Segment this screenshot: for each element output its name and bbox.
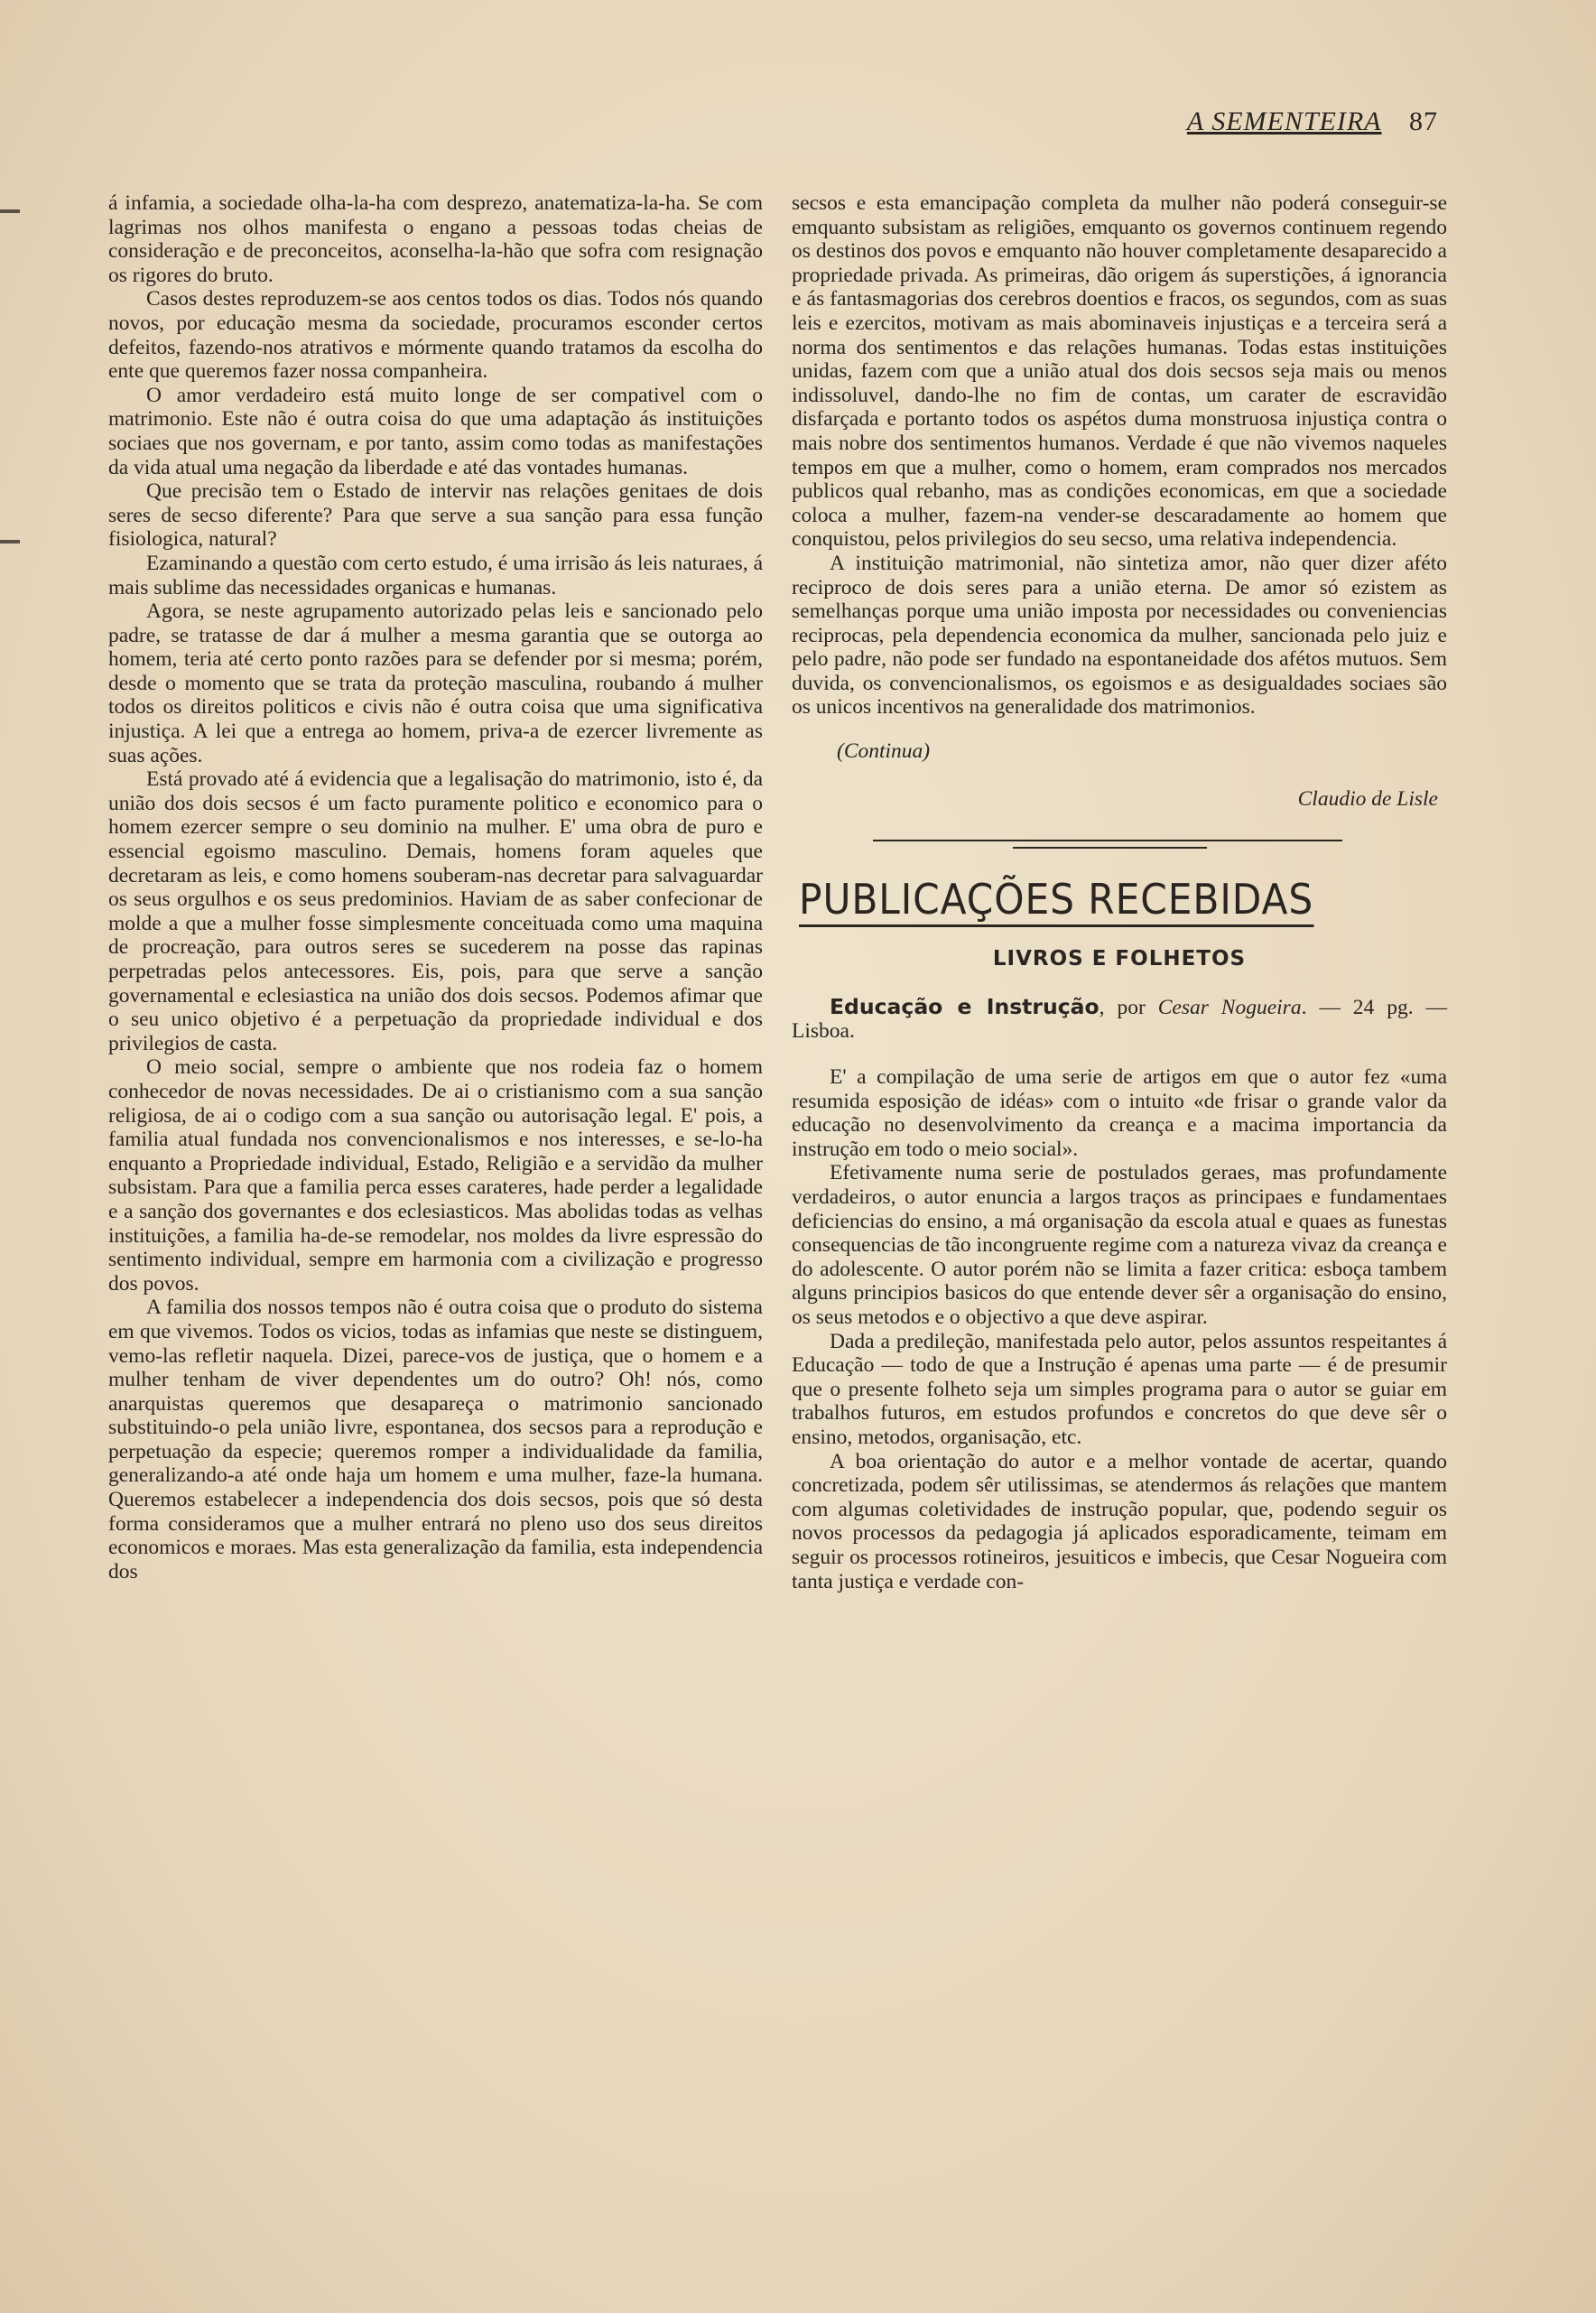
paragraph: O amor verdadeiro está muito longe de ser compativel com o matrimonio. Este não é outra coisa do que uma adaptação ás instituições sociaes que nos governam, e por tanto, assim como todas as manifestações da vida atual uma negação da liberdade e até das vontades humanas.: [108, 383, 763, 479]
article-author: Claudio de Lisle: [1297, 786, 1438, 811]
paragraph: secsos e esta emancipação completa da mulher não poderá conseguir-se emquanto subsistam as religiões, emquanto os governos continuem regendo os destinos dos povos e emquanto não houver completamente desaparecido a propriedade privada. As primeiras, dão origem ás superstições, á ignorancia e ás fantasmagorias dos cerebros doentios e fracos, os segundos, com as suas leis e ezercitos, motivam as mais abominaveis injustiças e a terceira será a norma dos sentimentos e das relações humanas. Todas estas instituições unidas, fazem com que a união atual dos dois secsos seja mais ou menos indissoluvel, dando-lhe no fim de contas, um carater de escravidão disfarçada e portanto todos os aspétos duma monstruosa injustiça contra o mais nobre dos sentimentos humanos. Verdade é que não vivemos naqueles tempos em que a mulher, como o homem, eram comprados nos mercados publicos qual rebanho, mas as condições economicas, em que a sociedade coloca a mulher, fazem-na vender-se descaradamente ao homem que conquistou, pelos privilegios do seu secso, uma relativa independencia.: [792, 191, 1447, 552]
paragraph: Efetivamente numa serie de postulados geraes, mas profundamente verdadeiros, o autor enuncia a largos traços as principaes e fundamentaes deficiencias do ensino, a má organisação da escola atual e quaes as funestas consequencias de tão incongruente regime com a natureza vivaz da creança e do adolescente. O autor porém não se limita a fazer critica: esboça tambem alguns principios basicos do que entende dever sêr a organisação do ensino, os seus metodos e o objectivo a que deve aspirar.: [792, 1161, 1447, 1329]
book-author: Cesar Nogueira: [1157, 995, 1302, 1019]
divider-rule: [1013, 847, 1207, 849]
right-column: [792, 191, 1447, 1593]
paragraph: Agora, se neste agrupamento autorizado pelas leis e sancionado pelo padre, se tratasse de dar á mulher a mesma garantia que se outorga ao homem, teria até certo ponto razões para se defender por si mesma; porém, desde o momento que se trata da proteção masculina, roubando á mulher todos os direitos politicos e civis não é outra coisa que uma significativa injustiça. A lei que a entrega ao homem, priva-a de ezercer livremente as suas ações.: [108, 599, 763, 767]
binding-mark: [0, 540, 20, 543]
book-by: , por: [1099, 995, 1158, 1019]
paragraph: Está provado até á evidencia que a legalisação do matrimonio, isto é, da união dos dois secsos é um facto puramente politico e economico para o homem ezercer sempre o seu dominio na mulher. E' uma obra de puro e essencial egoismo masculino. Demais, homens foram aqueles que decretaram as leis, e como homens souberam-nas decretar para salvaguardar os seus orgulhos e os seus predominios. Haviam de as saber confecionar de molde a que a mulher fosse simplesmente conceituada como uma maquina de procreação, para outros seres se sucederem na posse das rapinas perpetradas pelos antecessores. Eis, pois, para que serve a sanção governamental e eclesiastica na união dos dois secsos. Podemos afimar que o seu unico objetivo é a perpetuação da propriedade individual e dos privilegios de casta.: [108, 767, 763, 1055]
paragraph: A boa orientação do autor e a melhor vontade de acertar, quando concretizada, podem sêr utilissimas, se atendermos ás relações que mantem com algumas coletividades de instrução popular, que, podendo seguir os novos processos da pedagogia já aplicados esporadicamente, teimam em seguir os processos rotineiros, jesuiticos e imbecis, que Cesar Nogueira com tanta justiça e verdade con-: [792, 1449, 1447, 1593]
paragraph: Casos destes reproduzem-se aos centos todos os dias. Todos nós quando novos, por educação mesma da sociedade, procuramos esconder certos defeitos, fazendo-nos atrativos e mórmente quando tratamos da escolha do ente que queremos fazer nossa companheira.: [108, 287, 763, 384]
paragraph: Ezaminando a questão com certo estudo, é uma irrisão ás leis naturaes, á mais sublime das necessidades organicas e humanas.: [108, 551, 763, 599]
book-entry: [792, 995, 1447, 1044]
page-number: 87: [1409, 107, 1438, 136]
paragraph: A instituição matrimonial, não sintetiza amor, não quer dizer aféto reciproco de dois seres para a união eterna. De amor só ezistem as semelhanças porque uma união imposta por necessidades ou conveniencias reciprocas, pela dependencia economica da mulher, sancionada pelo juiz e pelo padre, não pode ser fundado na espontaneidade dos afétos mutuos. Sem duvida, os convencionalismos, os egoismos e as desigualdades sociaes são os unicos incentivos na generalidade dos matrimonios.: [792, 551, 1447, 720]
article-footer: [792, 739, 1447, 764]
paragraph: Dada a predileção, manifestada pelo autor, pelos assuntos respeitantes á Educação — todo de que a Instrução é apenas uma parte — é de presumir que o presente folheto seja um simples programa para o autor se guiar em trabalhos futuros, em estudos profundos e concretos do que deve sêr o ensino, metodos, organisação, etc.: [792, 1329, 1447, 1449]
running-head: [1187, 107, 1438, 137]
author-line: [792, 787, 1447, 812]
paragraph: O meio social, sempre o ambiente que nos rodeia faz o homem conhecedor de novas necessidades. De ai o cristianismo com a sua sanção religiosa, de ai o codigo com a sua sanção ou autorisação legal. E' pois, a familia atual fundada nos convencionalismos e nos interesses, e se-lo-ha enquanto a Propriedade individual, Estado, Religião e a servidão da mulher subsistam. Para que a familia perca esses carateres, hade perder a legalidade e a sanção dos governantes e dos eclesiasticos. Mas abolidas todas as velhas instituições, a familia ha-de-se remodelar, nos moldes da livre espressão do sentimento individual, sempre em harmonia com a civilização e progresso dos povos.: [108, 1055, 763, 1296]
paragraph: á infamia, a sociedade olha-la-ha com desprezo, anatematiza-la-ha. Se com lagrimas nos olhos manifesta o engano a pessoas todas cheias de consideração e de preconceitos, aconselha-la-hão que sofra com resignação os rigores do bruto.: [108, 191, 763, 287]
book-title: Educação e Instrução: [830, 993, 1100, 1019]
continued-note: (Continua): [837, 739, 931, 764]
subsection-title: LIVROS E FOLHETOS: [992, 947, 1247, 971]
binding-mark: [0, 209, 20, 213]
section-title: PUBLICAÇÕES RECEBIDAS: [799, 876, 1313, 927]
paragraph: E' a compilação de uma serie de artigos em que o autor fez «uma resumida esposição de idéas» com o intuito «de frisar o grande valor da educação no desenvolvimento da creança e a macima importancia da instrução em todo o meio social».: [792, 1065, 1447, 1161]
book-details: . — 24 pg. — Lisboa.: [792, 995, 1448, 1044]
publication-title: A SEMENTEIRA: [1186, 107, 1382, 136]
paragraph: Que precisão tem o Estado de intervir nas relações genitaes de dois seres de secso diferente? Para que serve a sua sanção para essa função fisiologica, natural?: [108, 479, 763, 552]
paragraph: A familia dos nossos tempos não é outra coisa que o produto do sistema em que vivemos. Todos os vicios, todas as infamias que neste se distinguem, vemo-las refletir naquela. Dizei, parece-vos de justiça, que o homem e a mulher tenham de viver dependentes um do outro? Oh! nós, como anarquistas queremos que desapareça o matrimonio sancionado substituindo-o pela união livre, espontanea, dos secsos para a reprodução e perpetuação da especie; queremos romper a individualidade da familia, generalizando-a até onde haja um homem e uma mulher, faze-la humana. Queremos estabelecer a independencia dos dois secsos, pois que só desta forma consideramos que a mulher entrará no pleno uso dos seus direitos economicos e moraes. Mas esta generalização da familia, esta independencia dos: [108, 1296, 763, 1584]
section-divider: [792, 827, 1447, 863]
left-column: [108, 191, 763, 1584]
divider-rule: [873, 840, 1342, 841]
